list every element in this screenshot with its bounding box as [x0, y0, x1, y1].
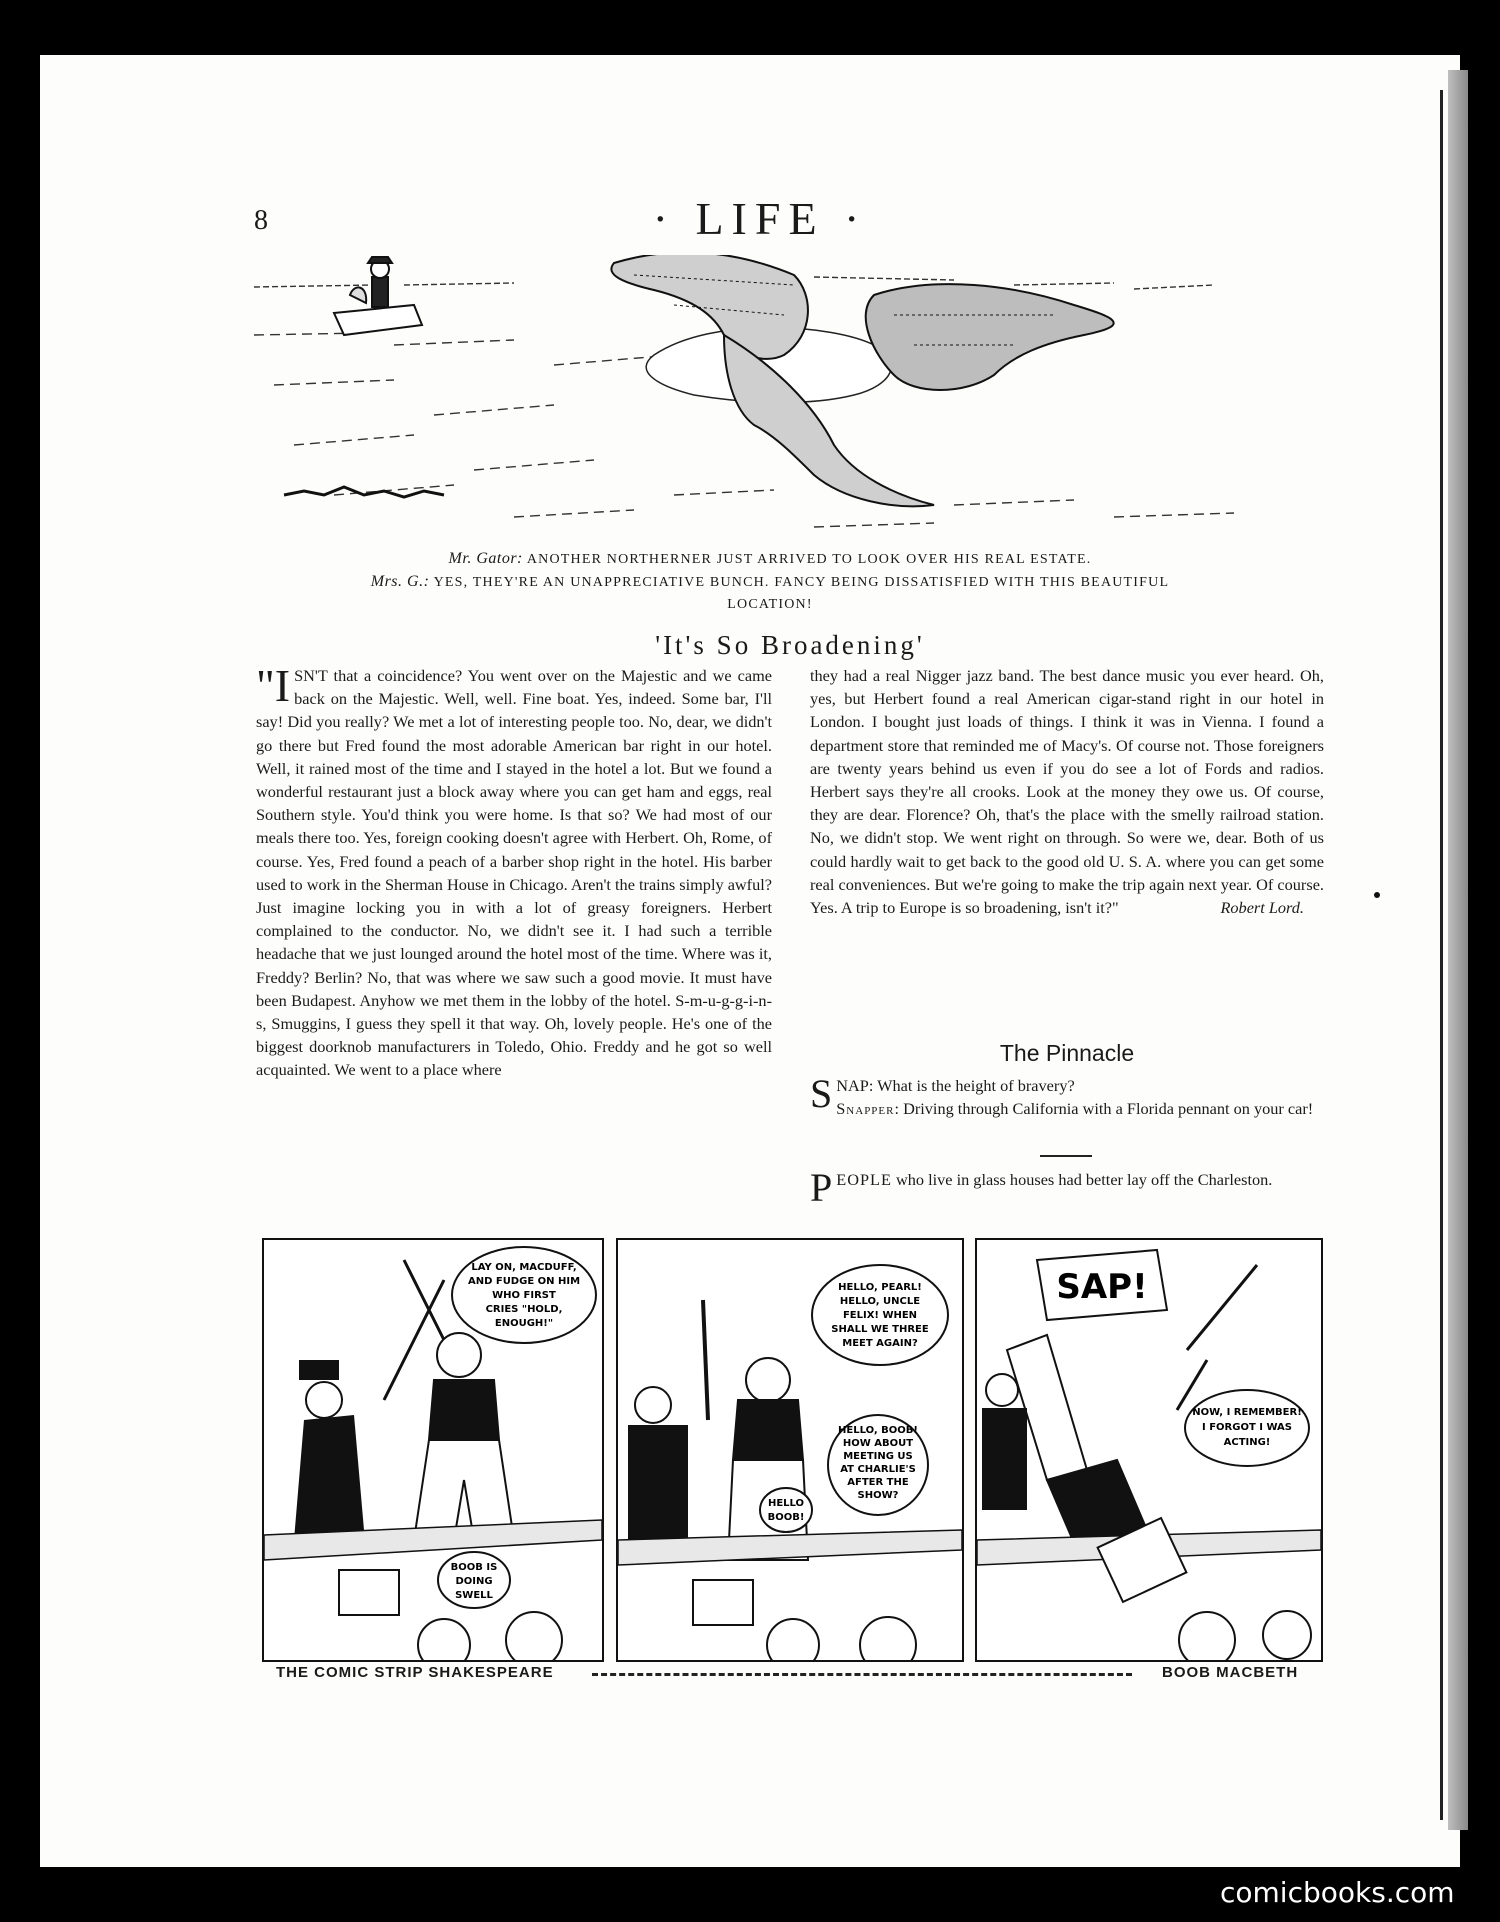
people-label: EOPLE: [836, 1170, 892, 1189]
panel1-audience-line-1: BOOB IS: [450, 1562, 498, 1573]
people-text: who live in glass houses had better lay off the Charleston.: [891, 1170, 1273, 1189]
watermark: comicbooks.com: [1220, 1876, 1455, 1909]
comic-strip-subtitle: BOOB MACBETH: [1162, 1664, 1299, 1681]
actor-left: [628, 1387, 688, 1540]
actor-boob-falling: [1007, 1335, 1147, 1550]
sap-exclamation: SAP!: [1056, 1267, 1148, 1307]
boat-with-man: [334, 257, 422, 335]
panel2-audience2-line-4: AT CHARLIE'S: [840, 1464, 916, 1475]
panel2-speech-line-5: MEET AGAIN?: [842, 1338, 918, 1349]
comic-panel-2: [616, 1238, 964, 1662]
page-number: 8: [254, 205, 268, 236]
masthead-title: · LIFE ·: [652, 193, 868, 244]
people-joke: [810, 1165, 1324, 1210]
panel2-audience1-line-2: BOOB!: [767, 1512, 805, 1523]
snap-label: NAP: [836, 1076, 869, 1095]
panel3-speech-line-3: ACTING!: [1223, 1437, 1271, 1448]
raised-sword: [703, 1300, 708, 1420]
panel1-speech-line-2: AND FUDGE ON HIM: [467, 1276, 581, 1287]
panel1-audience-line-3: SWELL: [455, 1590, 493, 1601]
panel2-speech-line-3: FELIX! WHEN: [842, 1310, 918, 1321]
snapper-label: Snapper: [836, 1099, 895, 1119]
caption-line-1: ANOTHER NORTHERNER JUST ARRIVED TO LOOK OVER HIS REAL ESTATE.: [526, 552, 1092, 567]
snapper-answer: : Driving through California with a Florida pennant on your car!: [894, 1099, 1314, 1119]
alligator-cartoon: [254, 255, 1324, 545]
actor-left: [294, 1360, 364, 1540]
panel1-speech-line-1: LAY ON, MACDUFF,: [471, 1262, 577, 1273]
panel2-audience2-line-1: HELLO, BOOB!: [838, 1425, 918, 1436]
page-edge-strip: [1448, 70, 1468, 1830]
strip-dash-rule: [592, 1673, 1132, 1676]
panel1-audience-line-2: DOING: [455, 1576, 493, 1587]
article-title: 'It's So Broadening': [655, 630, 925, 660]
caption-speaker-2: Mrs. G.:: [370, 573, 430, 590]
pinnacle-title: The Pinnacle: [999, 1040, 1135, 1066]
article-column-left: [256, 660, 772, 1082]
comic-panel-1: [262, 1238, 604, 1662]
panel2-speech-line-1: HELLO, PEARL!: [838, 1282, 922, 1293]
people-dropcap: P: [810, 1165, 833, 1210]
panel1-speech-line-3: WHO FIRST: [492, 1290, 556, 1301]
panel2-audience1-line-1: HELLO: [767, 1498, 805, 1509]
article-column-right: [810, 664, 1324, 919]
section-divider: [1040, 1155, 1092, 1157]
margin-dot: [1374, 892, 1380, 898]
panel2-speech-line-2: HELLO, UNCLE: [839, 1296, 921, 1307]
alligator-right: [866, 284, 1114, 390]
comic-panel-3: [975, 1238, 1323, 1662]
panel3-speech-line-1: NOW, I REMEMBER!: [1192, 1407, 1302, 1418]
caption-speaker-1: Mr. Gator:: [448, 550, 523, 567]
snap-joke: [810, 1071, 1324, 1120]
snap-dropcap: S: [810, 1071, 833, 1116]
article-dropcap: "I: [256, 660, 291, 711]
panel2-audience2-line-2: HOW ABOUT: [842, 1438, 914, 1449]
flying-sword: [1187, 1265, 1257, 1350]
article-right-text: they had a real Nigger jazz band. The best dance music you ever heard. Oh, yes, but Herbert found a real American cigar-stand right in our hotel in London. I bought just loads of things. I think it was in Vienna. I found a department store that reminded me of Macy's. Of course not. Those foreigners are twenty years behind us even if you do see a lot of Fords and radios. Herbert says they're all crooks. Look at the money they owe us. Of course, they are dear. Florence? Oh, that's the place with the smelly railroad station. No, we didn't stop. We went right on through. So were we, dear. Both of us could hardly wait to get back to the good old U. S. A. where you can get some real conveniences. But we're going to make the trip again next year. Of course. Yes. A trip to Europe is so broadening, isn't it?": [810, 666, 1324, 918]
panel2-audience2-line-3: MEETING US: [843, 1451, 913, 1462]
panel2-audience2-line-6: SHOW?: [857, 1490, 899, 1501]
panel2-audience2-line-5: AFTER THE: [847, 1477, 909, 1488]
cartoon-caption: [330, 548, 1210, 616]
caption-line-2: YES, THEY'RE AN UNAPPRECIATIVE BUNCH. FANCY BEING DISSATISFIED WITH THIS BEAUTIFUL LOCATION!: [433, 575, 1170, 612]
panel3-speech-line-2: I FORGOT I WAS: [1202, 1422, 1292, 1433]
snap-question: : What is the height of bravery?: [868, 1076, 1075, 1095]
article-author: Robert Lord.: [1220, 898, 1304, 918]
comic-strip-title: THE COMIC STRIP SHAKESPEARE: [276, 1664, 554, 1681]
panel2-speech-line-4: SHALL WE THREE: [831, 1324, 929, 1335]
panel1-speech-line-4: CRIES "HOLD,: [485, 1304, 563, 1315]
page-edge-line: [1440, 90, 1443, 1820]
actor-boob: [414, 1333, 514, 1540]
panel1-speech-line-5: ENOUGH!": [494, 1318, 554, 1329]
article-left-text: SN'T that a coincidence? You went over on the Majestic and we came back on the Majestic. Well, well. Fine boat. Yes, indeed. Some bar, I'll say! Did you really? We met a lot of interesting people too. No, dear, we didn't go there but Fred found the most adorable American bar right in our hotel. Well, it rained most of the time and I stayed in the hotel a lot. But we found a wonderful restaurant just a block away where you can get ham and eggs, real Southern style. You'd think you were home. Is that so? We had most of our meals there too. Yes, foreign cooking doesn't agree with Herbert. Oh, Rome, of course. Yes, Fred found a peach of a barber shop right in the hotel. His barber used to work in the Sherman House in Chicago. Aren't the trains simply awful? Just imagine locking you in with a lot of greasy foreigners. Herbert complained to the conductor. No, we didn't see it. I had such a terrible headache that we just lounged around the hotel most of the time. Where was it, Freddy? Berlin? No, that was where we saw such a good movie. It must have been Budapest. Anyhow we met them in the lobby of the hotel. S-m-u-g-g-i-n-s, Smuggins, I guess they spell it that way. Oh, lovely people. He's one of the biggest doorknob manufacturers in Toledo, Ohio. Freddy and he got so well acquainted. We went to a place where: [256, 666, 772, 1080]
